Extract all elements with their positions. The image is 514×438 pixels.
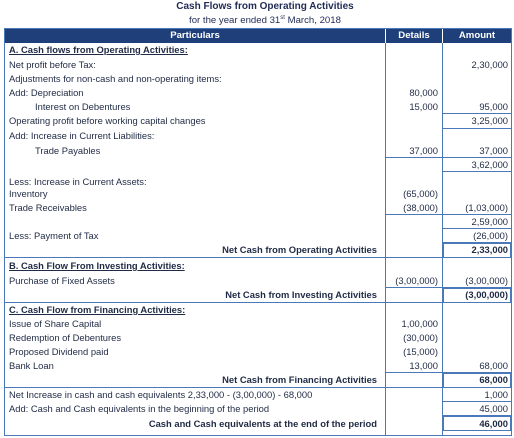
- table-row: [5, 72, 511, 85]
- row-particulars: Redemption of Debentures: [9, 332, 122, 343]
- table-row: [5, 129, 511, 142]
- header-amount: Amount: [443, 29, 511, 43]
- table-row: [5, 274, 511, 287]
- row-particulars: Trade Receivables: [9, 202, 87, 213]
- row-details: 80,000: [409, 87, 438, 98]
- subtotal-rule: [443, 228, 511, 229]
- table-row: [5, 303, 511, 316]
- subtotal-rule: [386, 287, 442, 288]
- row-particulars: Purchase of Fixed Assets: [9, 275, 115, 286]
- table-row: [5, 345, 511, 358]
- row-particulars: Less: Payment of Tax: [9, 230, 99, 241]
- row-details: (15,000): [403, 346, 438, 357]
- table-row: [5, 388, 511, 401]
- row-details: (3,00,000): [395, 275, 438, 286]
- subtotal-rule: [443, 214, 511, 215]
- table-row: [5, 100, 511, 113]
- row-particulars: B. Cash Flow From Investing Activities:: [9, 260, 185, 271]
- row-amount: (1,03,000): [465, 202, 508, 213]
- row-details: (30,000): [403, 332, 438, 343]
- table-row: [5, 259, 511, 272]
- table-row: [5, 114, 511, 127]
- table-row: [5, 373, 511, 386]
- subtotal-rule: [443, 171, 511, 172]
- row-amount: (26,000): [473, 230, 508, 241]
- table-row: [5, 201, 511, 214]
- subtotal-rule: [5, 387, 511, 388]
- row-particulars: Adjustments for non-cash and non-operating items:: [9, 73, 222, 84]
- total-box: [443, 288, 511, 303]
- cash-flow-table: [4, 28, 512, 436]
- row-amount: 95,000: [479, 101, 508, 112]
- table-row: [5, 215, 511, 228]
- table-row: [5, 187, 511, 200]
- row-particulars: Net profit before Tax:: [9, 59, 96, 70]
- table-row: [5, 43, 511, 56]
- row-particulars: Cash and Cash equivalents at the end of the period: [148, 418, 377, 429]
- row-particulars: Inventory: [9, 188, 48, 199]
- total-box: [443, 416, 511, 431]
- table-row: [5, 331, 511, 344]
- subtotal-rule: [386, 372, 442, 373]
- row-amount: 2,33,000: [471, 244, 508, 255]
- row-amount: 1,000: [484, 389, 508, 400]
- row-particulars: Operating profit before working capital changes: [9, 115, 206, 126]
- total-box: [443, 373, 511, 388]
- subtotal-rule: [443, 401, 511, 402]
- header-particulars: Particulars: [5, 29, 385, 43]
- table-row: [5, 158, 511, 171]
- table-row: [5, 288, 511, 301]
- subtotal-rule: [443, 113, 511, 114]
- table-row: [5, 58, 511, 71]
- row-details: 1,00,000: [401, 318, 438, 329]
- row-particulars: Net Cash from Investing Activities: [225, 289, 377, 300]
- subtotal-rule: [5, 302, 511, 303]
- row-amount: 68,000: [479, 374, 508, 385]
- row-amount: 2,30,000: [471, 59, 508, 70]
- table-row: [5, 417, 511, 430]
- row-details: (38,000): [403, 202, 438, 213]
- subtotal-rule: [443, 128, 511, 129]
- table-row: [5, 243, 511, 256]
- row-amount: (3,00,000): [465, 289, 508, 300]
- row-amount: 2,59,000: [471, 216, 508, 227]
- table-row: [5, 229, 511, 242]
- row-amount: (3,00,000): [465, 275, 508, 286]
- row-particulars: Net Increase in cash and cash equivalents 2,33,000 - (3,00,000) - 68,000: [9, 389, 313, 400]
- subtotal-rule: [5, 257, 511, 258]
- subtotal-rule: [386, 157, 442, 158]
- statement-subtitle: for the year ended 31st March, 2018: [189, 15, 341, 26]
- row-amount: 45,000: [479, 403, 508, 414]
- row-amount: 3,62,000: [471, 159, 508, 170]
- row-particulars: Add: Increase in Current Liabilities:: [9, 130, 155, 141]
- row-particulars: Net Cash from Financing Activities: [222, 374, 377, 385]
- row-particulars: A. Cash flows from Operating Activities:: [9, 44, 188, 55]
- row-details: 37,000: [409, 145, 438, 156]
- row-particulars: Trade Payables: [35, 145, 101, 156]
- row-particulars: Net Cash from Operating Activities: [222, 244, 377, 255]
- subtotal-rule: [443, 157, 511, 158]
- header-details: Details: [386, 29, 442, 43]
- row-particulars: C. Cash Flow from Financing Activities:: [9, 304, 186, 315]
- row-particulars: Add: Depreciation: [9, 87, 84, 98]
- row-particulars: Interest on Debentures: [35, 101, 131, 112]
- statement-title: Cash Flows from Operating Activities: [176, 1, 354, 12]
- row-particulars: Add: Cash and Cash equivalents in the beginning of the period: [9, 403, 270, 414]
- table-row: [5, 144, 511, 157]
- row-amount: 37,000: [479, 145, 508, 156]
- total-box: [443, 243, 511, 258]
- row-details: 15,000: [409, 101, 438, 112]
- row-details: (65,000): [403, 188, 438, 199]
- row-amount: 46,000: [479, 418, 508, 429]
- row-amount: 68,000: [479, 360, 508, 371]
- row-details: 13,000: [409, 360, 438, 371]
- subtotal-rule: [386, 214, 442, 215]
- table-row: [5, 402, 511, 415]
- table-row: [5, 359, 511, 372]
- table-row: [5, 317, 511, 330]
- row-particulars: Bank Loan: [9, 360, 54, 371]
- row-amount: 3,25,000: [471, 115, 508, 126]
- row-particulars: Less: Increase in Current Assets:: [9, 176, 147, 187]
- table-row: [5, 86, 511, 99]
- row-particulars: Proposed Dividend paid: [9, 346, 109, 357]
- row-particulars: Issue of Share Capital: [9, 318, 102, 329]
